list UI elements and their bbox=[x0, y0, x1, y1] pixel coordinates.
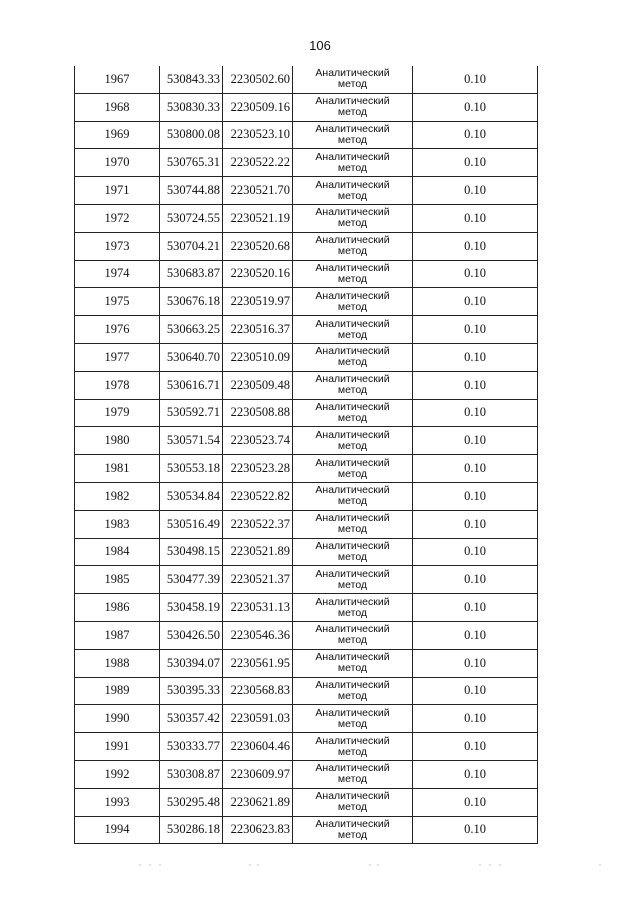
method-line-2: метод bbox=[337, 78, 368, 91]
point-number-cell: 1990 bbox=[75, 705, 160, 733]
point-number-cell: 1968 bbox=[75, 93, 160, 121]
table-row bbox=[75, 621, 538, 649]
x-coordinate-cell: 530516.49 bbox=[160, 510, 223, 538]
table-row bbox=[75, 177, 538, 205]
y-coordinate-cell: 2230531.13 bbox=[223, 594, 293, 622]
x-coordinate-cell: 530663.25 bbox=[160, 316, 223, 344]
method-cell bbox=[293, 566, 413, 594]
method-line-1: Аналитический bbox=[315, 484, 390, 497]
method-line-1: Аналитический bbox=[315, 317, 390, 330]
point-number-cell: 1971 bbox=[75, 177, 160, 205]
method-cell bbox=[293, 260, 413, 288]
method-cell bbox=[293, 66, 413, 93]
table-row bbox=[75, 482, 538, 510]
accuracy-cell: 0.10 bbox=[413, 538, 538, 566]
method-line-1: Аналитический bbox=[315, 790, 390, 803]
table-row bbox=[75, 316, 538, 344]
method-line-2: метод bbox=[337, 662, 368, 675]
x-coordinate-cell: 530676.18 bbox=[160, 288, 223, 316]
method-cell bbox=[293, 705, 413, 733]
method-line-1: Аналитический bbox=[315, 706, 390, 719]
point-number-cell: 1992 bbox=[75, 760, 160, 788]
y-coordinate-cell: 2230568.83 bbox=[223, 677, 293, 705]
method-line-1: Аналитический bbox=[315, 762, 390, 775]
table-row bbox=[75, 538, 538, 566]
y-coordinate-cell: 2230604.46 bbox=[223, 733, 293, 761]
method-line-1: Аналитический bbox=[315, 400, 390, 413]
method-line-2: метод bbox=[337, 189, 368, 202]
table-row bbox=[75, 399, 538, 427]
method-cell bbox=[293, 177, 413, 205]
method-line-2: метод bbox=[337, 689, 368, 702]
point-number-cell: 1989 bbox=[75, 677, 160, 705]
method-cell bbox=[293, 621, 413, 649]
point-number-cell: 1978 bbox=[75, 371, 160, 399]
method-line-1: Аналитический bbox=[315, 595, 390, 608]
x-coordinate-cell: 530553.18 bbox=[160, 455, 223, 483]
table-row bbox=[75, 733, 538, 761]
point-number-cell: 1987 bbox=[75, 621, 160, 649]
x-coordinate-cell: 530800.08 bbox=[160, 121, 223, 149]
method-line-2: метод bbox=[337, 801, 368, 814]
method-line-1: Аналитический bbox=[315, 261, 390, 274]
method-cell bbox=[293, 149, 413, 177]
method-line-1: Аналитический bbox=[315, 234, 390, 247]
method-cell bbox=[293, 232, 413, 260]
accuracy-cell: 0.10 bbox=[413, 788, 538, 816]
x-coordinate-cell: 530286.18 bbox=[160, 816, 223, 844]
method-cell bbox=[293, 399, 413, 427]
x-coordinate-cell: 530704.21 bbox=[160, 232, 223, 260]
y-coordinate-cell: 2230523.28 bbox=[223, 455, 293, 483]
accuracy-cell: 0.10 bbox=[413, 816, 538, 844]
method-line-1: Аналитический bbox=[315, 567, 390, 580]
point-number-cell: 1974 bbox=[75, 260, 160, 288]
point-number-cell: 1982 bbox=[75, 482, 160, 510]
y-coordinate-cell: 2230521.19 bbox=[223, 204, 293, 232]
method-line-2: метод bbox=[337, 745, 368, 758]
scan-artifact-dots bbox=[0, 862, 640, 868]
table-row bbox=[75, 232, 538, 260]
point-number-cell: 1977 bbox=[75, 343, 160, 371]
method-line-1: Аналитический bbox=[315, 373, 390, 386]
point-number-cell: 1980 bbox=[75, 427, 160, 455]
point-number-cell: 1973 bbox=[75, 232, 160, 260]
table-row bbox=[75, 66, 538, 93]
method-line-2: метод bbox=[337, 606, 368, 619]
method-line-1: Аналитический bbox=[315, 623, 390, 636]
method-line-1: Аналитический bbox=[315, 817, 390, 830]
method-line-2: метод bbox=[337, 217, 368, 230]
x-coordinate-cell: 530295.48 bbox=[160, 788, 223, 816]
method-line-2: метод bbox=[337, 773, 368, 786]
accuracy-cell: 0.10 bbox=[413, 733, 538, 761]
method-line-1: Аналитический bbox=[315, 428, 390, 441]
table-row bbox=[75, 816, 538, 844]
x-coordinate-cell: 530498.15 bbox=[160, 538, 223, 566]
method-line-1: Аналитический bbox=[315, 345, 390, 358]
x-coordinate-cell: 530333.77 bbox=[160, 733, 223, 761]
method-cell bbox=[293, 316, 413, 344]
x-coordinate-cell: 530744.88 bbox=[160, 177, 223, 205]
table-row bbox=[75, 288, 538, 316]
accuracy-cell: 0.10 bbox=[413, 149, 538, 177]
x-coordinate-cell: 530571.54 bbox=[160, 427, 223, 455]
point-number-cell: 1985 bbox=[75, 566, 160, 594]
method-line-1: Аналитический bbox=[315, 678, 390, 691]
x-coordinate-cell: 530843.33 bbox=[160, 66, 223, 93]
y-coordinate-cell: 2230522.37 bbox=[223, 510, 293, 538]
method-cell bbox=[293, 288, 413, 316]
x-coordinate-cell: 530765.31 bbox=[160, 149, 223, 177]
method-cell bbox=[293, 538, 413, 566]
accuracy-cell: 0.10 bbox=[413, 677, 538, 705]
method-cell bbox=[293, 93, 413, 121]
x-coordinate-cell: 530640.70 bbox=[160, 343, 223, 371]
accuracy-cell: 0.10 bbox=[413, 594, 538, 622]
method-line-2: метод bbox=[337, 272, 368, 285]
point-number-cell: 1976 bbox=[75, 316, 160, 344]
method-line-1: Аналитический bbox=[315, 289, 390, 302]
point-number-cell: 1967 bbox=[75, 66, 160, 93]
accuracy-cell: 0.10 bbox=[413, 510, 538, 538]
table-row bbox=[75, 510, 538, 538]
method-cell bbox=[293, 427, 413, 455]
point-number-cell: 1981 bbox=[75, 455, 160, 483]
accuracy-cell: 0.10 bbox=[413, 455, 538, 483]
accuracy-cell: 0.10 bbox=[413, 371, 538, 399]
y-coordinate-cell: 2230510.09 bbox=[223, 343, 293, 371]
table-row bbox=[75, 204, 538, 232]
accuracy-cell: 0.10 bbox=[413, 232, 538, 260]
x-coordinate-cell: 530683.87 bbox=[160, 260, 223, 288]
method-line-1: Аналитический bbox=[315, 456, 390, 469]
y-coordinate-cell: 2230623.83 bbox=[223, 816, 293, 844]
accuracy-cell: 0.10 bbox=[413, 482, 538, 510]
coordinates-table bbox=[74, 66, 538, 844]
accuracy-cell: 0.10 bbox=[413, 760, 538, 788]
point-number-cell: 1984 bbox=[75, 538, 160, 566]
method-line-2: метод bbox=[337, 245, 368, 258]
accuracy-cell: 0.10 bbox=[413, 177, 538, 205]
point-number-cell: 1991 bbox=[75, 733, 160, 761]
method-line-2: метод bbox=[337, 161, 368, 174]
table-row bbox=[75, 260, 538, 288]
y-coordinate-cell: 2230521.37 bbox=[223, 566, 293, 594]
y-coordinate-cell: 2230519.97 bbox=[223, 288, 293, 316]
accuracy-cell: 0.10 bbox=[413, 705, 538, 733]
point-number-cell: 1979 bbox=[75, 399, 160, 427]
x-coordinate-cell: 530426.50 bbox=[160, 621, 223, 649]
x-coordinate-cell: 530592.71 bbox=[160, 399, 223, 427]
y-coordinate-cell: 2230523.74 bbox=[223, 427, 293, 455]
method-cell bbox=[293, 204, 413, 232]
point-number-cell: 1988 bbox=[75, 649, 160, 677]
method-line-2: метод bbox=[337, 550, 368, 563]
method-line-2: метод bbox=[337, 411, 368, 424]
table-row bbox=[75, 371, 538, 399]
y-coordinate-cell: 2230521.70 bbox=[223, 177, 293, 205]
accuracy-cell: 0.10 bbox=[413, 649, 538, 677]
y-coordinate-cell: 2230522.22 bbox=[223, 149, 293, 177]
table-row bbox=[75, 594, 538, 622]
point-number-cell: 1970 bbox=[75, 149, 160, 177]
point-number-cell: 1972 bbox=[75, 204, 160, 232]
method-line-2: метод bbox=[337, 634, 368, 647]
method-cell bbox=[293, 816, 413, 844]
accuracy-cell: 0.10 bbox=[413, 566, 538, 594]
y-coordinate-cell: 2230523.10 bbox=[223, 121, 293, 149]
method-line-1: Аналитический bbox=[315, 651, 390, 664]
method-cell bbox=[293, 343, 413, 371]
table-row bbox=[75, 788, 538, 816]
method-line-2: метод bbox=[337, 495, 368, 508]
x-coordinate-cell: 530534.84 bbox=[160, 482, 223, 510]
table-row bbox=[75, 343, 538, 371]
y-coordinate-cell: 2230509.16 bbox=[223, 93, 293, 121]
table-row bbox=[75, 427, 538, 455]
x-coordinate-cell: 530308.87 bbox=[160, 760, 223, 788]
y-coordinate-cell: 2230546.36 bbox=[223, 621, 293, 649]
method-line-1: Аналитический bbox=[315, 122, 390, 135]
method-line-2: метод bbox=[337, 384, 368, 397]
table-row bbox=[75, 705, 538, 733]
y-coordinate-cell: 2230520.68 bbox=[223, 232, 293, 260]
method-cell bbox=[293, 510, 413, 538]
accuracy-cell: 0.10 bbox=[413, 93, 538, 121]
method-line-1: Аналитический bbox=[315, 512, 390, 525]
method-line-2: метод bbox=[337, 523, 368, 536]
method-cell bbox=[293, 121, 413, 149]
table-row bbox=[75, 649, 538, 677]
point-number-cell: 1986 bbox=[75, 594, 160, 622]
method-line-1: Аналитический bbox=[315, 539, 390, 552]
method-cell bbox=[293, 760, 413, 788]
accuracy-cell: 0.10 bbox=[413, 260, 538, 288]
accuracy-cell: 0.10 bbox=[413, 66, 538, 93]
table-row bbox=[75, 760, 538, 788]
method-line-2: метод bbox=[337, 578, 368, 591]
method-line-2: метод bbox=[337, 717, 368, 730]
accuracy-cell: 0.10 bbox=[413, 427, 538, 455]
method-line-2: метод bbox=[337, 467, 368, 480]
accuracy-cell: 0.10 bbox=[413, 621, 538, 649]
x-coordinate-cell: 530724.55 bbox=[160, 204, 223, 232]
accuracy-cell: 0.10 bbox=[413, 204, 538, 232]
method-line-1: Аналитический bbox=[315, 67, 390, 80]
y-coordinate-cell: 2230509.48 bbox=[223, 371, 293, 399]
method-cell bbox=[293, 733, 413, 761]
method-line-1: Аналитический bbox=[315, 150, 390, 163]
y-coordinate-cell: 2230508.88 bbox=[223, 399, 293, 427]
page-number: 106 bbox=[309, 38, 331, 53]
y-coordinate-cell: 2230522.82 bbox=[223, 482, 293, 510]
point-number-cell: 1994 bbox=[75, 816, 160, 844]
method-cell bbox=[293, 788, 413, 816]
method-cell bbox=[293, 455, 413, 483]
method-line-2: метод bbox=[337, 106, 368, 119]
y-coordinate-cell: 2230520.16 bbox=[223, 260, 293, 288]
accuracy-cell: 0.10 bbox=[413, 343, 538, 371]
x-coordinate-cell: 530477.39 bbox=[160, 566, 223, 594]
method-cell bbox=[293, 371, 413, 399]
method-cell bbox=[293, 482, 413, 510]
method-cell bbox=[293, 677, 413, 705]
method-line-1: Аналитический bbox=[315, 178, 390, 191]
x-coordinate-cell: 530458.19 bbox=[160, 594, 223, 622]
method-line-2: метод bbox=[337, 356, 368, 369]
y-coordinate-cell: 2230561.95 bbox=[223, 649, 293, 677]
point-number-cell: 1983 bbox=[75, 510, 160, 538]
method-line-2: метод bbox=[337, 828, 368, 841]
point-number-cell: 1993 bbox=[75, 788, 160, 816]
accuracy-cell: 0.10 bbox=[413, 399, 538, 427]
table-row bbox=[75, 566, 538, 594]
table-row bbox=[75, 677, 538, 705]
x-coordinate-cell: 530395.33 bbox=[160, 677, 223, 705]
method-line-1: Аналитический bbox=[315, 734, 390, 747]
method-line-2: метод bbox=[337, 439, 368, 452]
accuracy-cell: 0.10 bbox=[413, 316, 538, 344]
y-coordinate-cell: 2230621.89 bbox=[223, 788, 293, 816]
method-line-1: Аналитический bbox=[315, 206, 390, 219]
y-coordinate-cell: 2230521.89 bbox=[223, 538, 293, 566]
y-coordinate-cell: 2230516.37 bbox=[223, 316, 293, 344]
point-number-cell: 1975 bbox=[75, 288, 160, 316]
x-coordinate-cell: 530616.71 bbox=[160, 371, 223, 399]
point-number-cell: 1969 bbox=[75, 121, 160, 149]
x-coordinate-cell: 530357.42 bbox=[160, 705, 223, 733]
table-row bbox=[75, 455, 538, 483]
method-cell bbox=[293, 649, 413, 677]
accuracy-cell: 0.10 bbox=[413, 121, 538, 149]
table-row bbox=[75, 149, 538, 177]
method-line-2: метод bbox=[337, 328, 368, 341]
accuracy-cell: 0.10 bbox=[413, 288, 538, 316]
y-coordinate-cell: 2230502.60 bbox=[223, 66, 293, 93]
y-coordinate-cell: 2230591.03 bbox=[223, 705, 293, 733]
method-line-2: метод bbox=[337, 133, 368, 146]
coordinates-table-body bbox=[75, 66, 538, 844]
table-row bbox=[75, 93, 538, 121]
method-line-1: Аналитический bbox=[315, 95, 390, 108]
method-cell bbox=[293, 594, 413, 622]
x-coordinate-cell: 530394.07 bbox=[160, 649, 223, 677]
table-row bbox=[75, 121, 538, 149]
y-coordinate-cell: 2230609.97 bbox=[223, 760, 293, 788]
method-line-2: метод bbox=[337, 300, 368, 313]
x-coordinate-cell: 530830.33 bbox=[160, 93, 223, 121]
